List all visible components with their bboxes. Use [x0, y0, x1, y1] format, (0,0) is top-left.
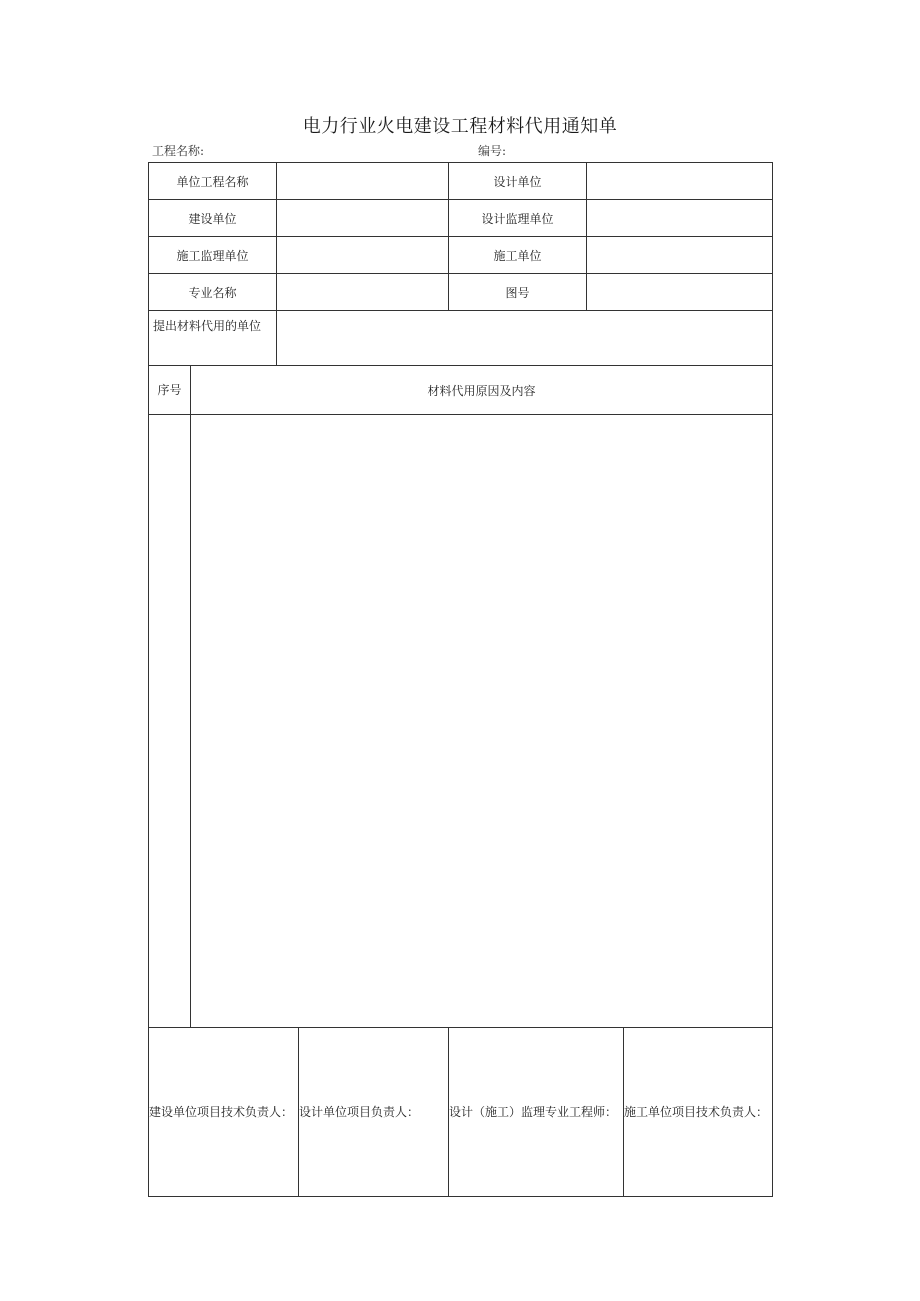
- design-unit-field[interactable]: [587, 163, 773, 200]
- construction-owner-field[interactable]: [277, 200, 449, 237]
- info-row: [149, 237, 773, 274]
- construction-tech-lead-signature[interactable]: 施工单位项目技术负责人：: [624, 1028, 773, 1197]
- info-label: 施工监理单位: [149, 237, 277, 274]
- info-label: 设计单位: [449, 163, 587, 200]
- info-label: 施工单位: [449, 237, 587, 274]
- signature-row: [149, 1028, 773, 1197]
- seq-label: 序号: [149, 366, 191, 415]
- design-supervision-field[interactable]: [587, 200, 773, 237]
- info-label: 专业名称: [149, 274, 277, 311]
- design-project-lead-signature[interactable]: 设计单位项目负责人：: [299, 1028, 449, 1197]
- proposer-label: 提出材料代用的单位: [149, 311, 277, 366]
- project-name-label: 工程名称:: [152, 144, 205, 158]
- number-label: 编号:: [478, 144, 507, 158]
- info-label: 单位工程名称: [149, 163, 277, 200]
- drawing-number-field[interactable]: [587, 274, 773, 311]
- content-header-row: [149, 366, 773, 415]
- info-label: 设计监理单位: [449, 200, 587, 237]
- info-label: 建设单位: [149, 200, 277, 237]
- info-label: 图号: [449, 274, 587, 311]
- supervision-engineer-signature[interactable]: 设计（施工）监理专业工程师：: [449, 1028, 624, 1197]
- material-substitution-form-table: [148, 162, 773, 1197]
- content-field[interactable]: [191, 415, 773, 1028]
- info-row: [149, 200, 773, 237]
- proposer-row: [149, 311, 773, 366]
- seq-column-field[interactable]: [149, 415, 191, 1028]
- owner-tech-lead-signature[interactable]: 建设单位项目技术负责人：: [149, 1028, 299, 1197]
- content-label: 材料代用原因及内容: [191, 366, 773, 415]
- form-title: 电力行业火电建设工程材料代用通知单: [302, 116, 618, 137]
- construction-supervision-field[interactable]: [277, 237, 449, 274]
- info-row: [149, 163, 773, 200]
- info-row: [149, 274, 773, 311]
- unit-project-name-field[interactable]: [277, 163, 449, 200]
- content-body-row: [149, 415, 773, 1028]
- construction-unit-field[interactable]: [587, 237, 773, 274]
- proposer-field[interactable]: [277, 311, 773, 366]
- specialty-name-field[interactable]: [277, 274, 449, 311]
